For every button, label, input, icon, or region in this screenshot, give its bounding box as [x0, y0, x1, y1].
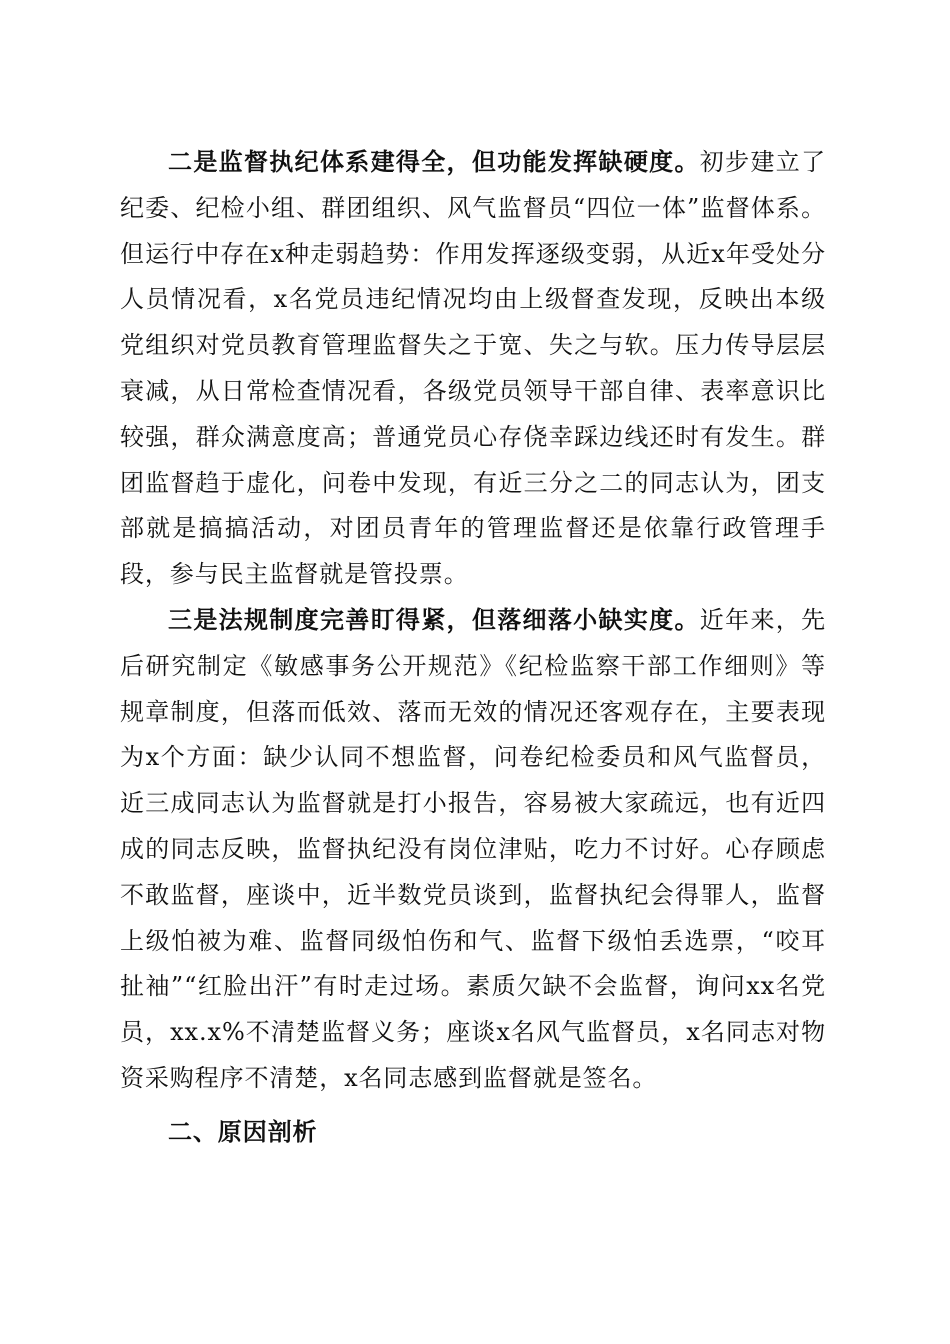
paragraph-body: 初步建立了纪委、纪检小组、群团组织、风气监督员“四位一体”监督体系。但运行中存在x种走弱趋势：作用发挥逐级变弱，从近x年受处分人员情况看，x名党员违纪情况均由上级督查发现，反映出本级党组织对党员教育管理监督失之于宽、失之与软。压力传导层层衰减，从日常检查情况看，各级党员领导干部自律、表率意识比较强，群众满意度高；普通党员心存侥幸踩边线还时有发生。群团监督趋于虚化，问卷中发现，有近三分之二的同志认为，团支部就是搞搞活动，对团员青年的管理监督还是依靠行政管理手段，参与民主监督就是管投票。	[120, 148, 826, 589]
section-heading: 二、原因剖析	[168, 1117, 318, 1146]
document-page	[120, 140, 826, 1156]
paragraph-supervision-system	[120, 140, 826, 598]
paragraph-lead: 三是法规制度完善盯得紧，但落细落小缺实度。	[168, 605, 700, 634]
paragraph-body: 近年来，先后研究制定《敏感事务公开规范》《纪检监察干部工作细则》等规章制度，但落而低效、落而无效的情况还客观存在，主要表现为x个方面：缺少认同不想监督，问卷纪检委员和风气监督员，近三成同志认为监督就是打小报告，容易被大家疏远，也有近四成的同志反映，监督执纪没有岗位津贴，吃力不讨好。心存顾虑不敢监督，座谈中，近半数党员谈到，监督执纪会得罪人，监督上级怕被为难、监督同级怕伤和气、监督下级怕丢选票，“咬耳扯袖”“红脸出汗”有时走过场。素质欠缺不会监督，询问xx名党员，xx.x%不清楚监督义务；座谈x名风气监督员，x名同志对物资采购程序不清楚，x名同志感到监督就是签名。	[120, 605, 826, 1092]
paragraph-lead: 二是监督执纪体系建得全，但功能发挥缺硬度。	[168, 148, 700, 176]
paragraph-regulations	[120, 598, 826, 1102]
